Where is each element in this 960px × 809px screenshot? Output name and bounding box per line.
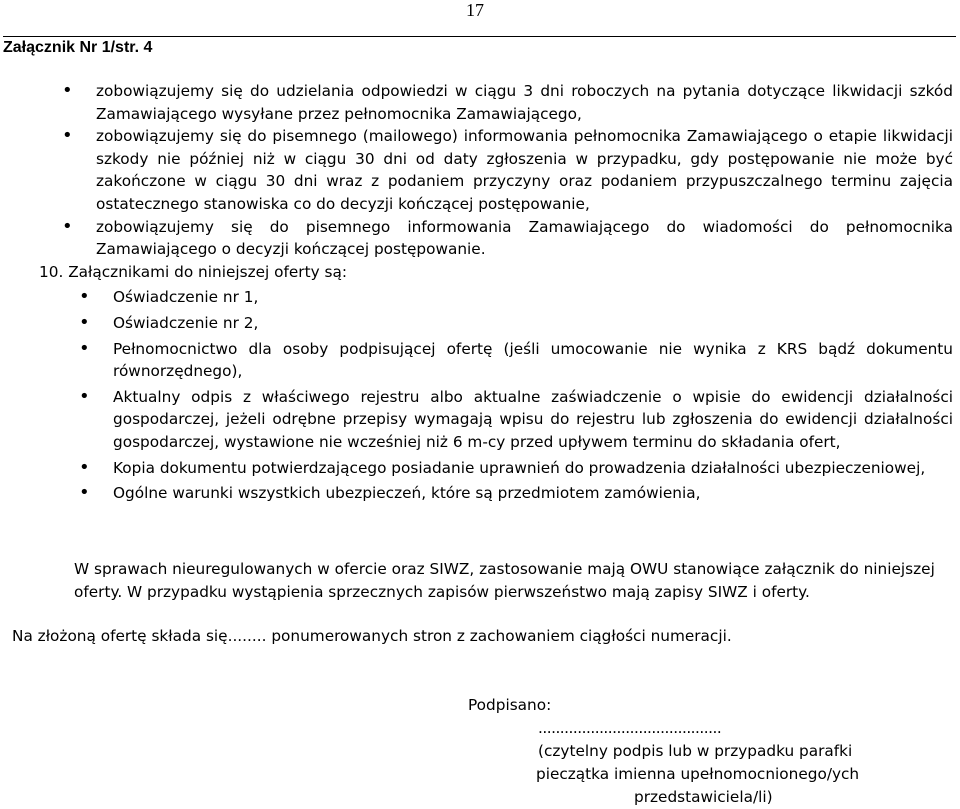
list-item: • Oświadczenie nr 1, <box>113 286 953 309</box>
list-item: • Oświadczenie nr 2, <box>113 312 953 335</box>
siwz-paragraph: W sprawach nieuregulowanych w ofercie oraz SIWZ, zastosowanie mają OWU stanowiące załącznik do niniejszej oferty. W przypadku wystąpienia sprzecznych zapisów pierwszeństwo mają zapisy SIWZ i oferty. <box>74 560 935 601</box>
list-item: • zobowiązujemy się do pisemnego informowania Zamawiającego do wiadomości do pełnomocnika Zamawiającego o decyzji kończącej postępowanie. <box>96 216 953 261</box>
attachments-list <box>0 286 960 504</box>
signature-caption-1: (czytelny podpis lub w przypadku parafki <box>538 742 853 760</box>
list-item: • Kopia dokumentu potwierdzającego posiadanie uprawnień do prowadzenia działalności ubezpieczeniowej, <box>113 457 953 480</box>
section-10-heading: 10. Załącznikami do niniejszej oferty są: <box>39 262 347 281</box>
pages-paragraph: Na złożoną ofertę składa się........ ponumerowanych stron z zachowaniem ciągłości numeracji. <box>12 627 732 645</box>
list-item: • zobowiązujemy się do pisemnego (mailowego) informowania pełnomocnika Zamawiającego o etapie likwidacji szkody nie później niż w ciągu 30 dni od daty zgłoszenia w przypadku, gdy postępowanie nie może być zakończone w ciągu 30 dni wraz z podaniem przyczyny oraz podaniem przypuszczalnego terminu zajęcia ostatecznego stanowiska co do decyzji kończącej postępowanie, <box>96 125 953 215</box>
signature-caption-3: przedstawiciela/li) <box>634 788 773 806</box>
page-number: 17 <box>466 0 484 20</box>
signature-line-dots: .......................................... <box>538 719 722 737</box>
list-item: • zobowiązujemy się do udzielania odpowiedzi w ciągu 3 dni roboczych na pytania dotyczące likwidacji szkód Zamawiającego wysyłane przez pełnomocnika Zamawiającego, <box>96 80 953 125</box>
signature-label: Podpisano: <box>468 696 552 714</box>
signature-caption-2: pieczątka imienna upełnomocnionego/ych <box>536 765 860 783</box>
attachment-label: Załącznik Nr 1/str. 4 <box>3 39 153 56</box>
list-item: • Pełnomocnictwo dla osoby podpisującej ofertę (jeśli umocowanie nie wynika z KRS bądź dokumentu równorzędnego), <box>113 338 953 383</box>
list-item: • Aktualny odpis z właściwego rejestru albo aktualne zaświadczenie o wpisie do ewidencji działalności gospodarczej, jeżeli odrębne przepisy wymagają wpisu do rejestru lub zgłoszenia do ewidencji działalności gospodarczej, wystawione nie wcześniej niż 6 m-cy przed upływem terminu do składania ofert, <box>113 386 953 454</box>
obligations-list <box>0 80 960 261</box>
document-body <box>0 80 960 505</box>
document-header <box>3 36 956 59</box>
list-item: • Ogólne warunki wszystkich ubezpieczeń, które są przedmiotem zamówienia, <box>113 482 953 505</box>
